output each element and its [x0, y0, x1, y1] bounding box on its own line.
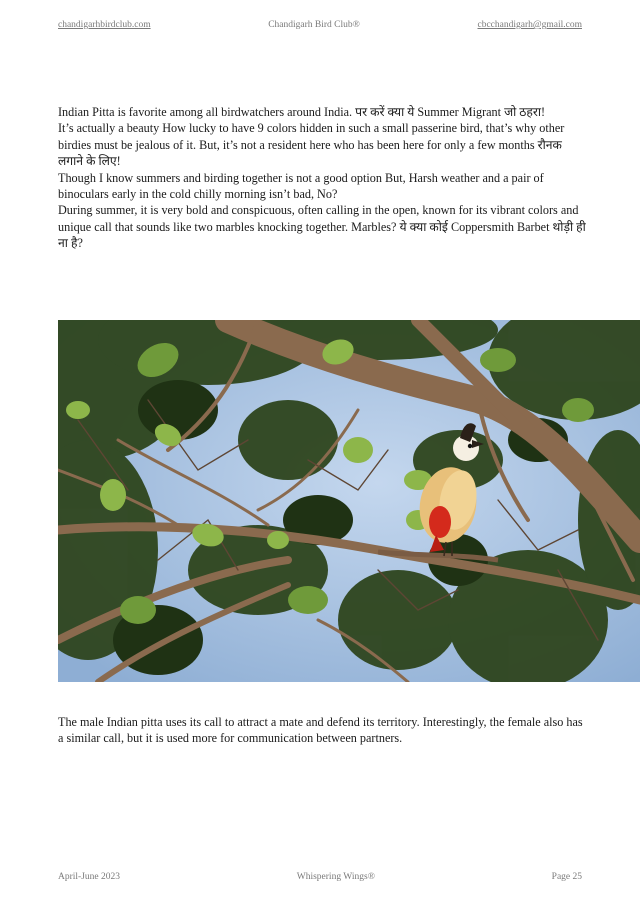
photo-caption [58, 714, 588, 747]
article-paragraph: It’s actually a beauty How lucky to have 9 colors hidden in such a small passerine bird, that’s why other birdies must be jealous of it. But, it’s not a resident here who has been here for only a few months रौनक लगाने के लिए! [58, 121, 565, 169]
article-body [58, 104, 588, 252]
website-link[interactable]: chandigarhbirdclub.com [58, 20, 151, 30]
magazine-title: Whispering Wings® [296, 872, 375, 882]
page-number: Page 25 [551, 872, 582, 882]
caption-text: The male Indian pitta uses its call to attract a mate and defend its territory. Interestingly, the female also has a similar call, but it is used more for communication between partners. [58, 715, 583, 746]
header-title: Chandigarh Bird Club® [268, 20, 360, 30]
issue-date: April-June 2023 [58, 872, 121, 882]
article-paragraph: Indian Pitta is favorite among all birdwatchers around India. पर करें क्या ये Summer Migrant जो ठहरा! [58, 105, 546, 119]
email-link[interactable]: cbcchandigarh@gmail.com [477, 20, 582, 30]
article-paragraph: Though I know summers and birding together is not a good option But, Harsh weather and a pair of binoculars early in the cold chilly morning isn’t bad, No? [58, 170, 544, 202]
page-footer [58, 872, 582, 882]
page-header [58, 20, 582, 30]
bird-photo-illustration [58, 320, 640, 682]
article-paragraph: During summer, it is very bold and conspicuous, often calling in the open, known for its vibrant colors and unique call that sounds like two marbles knocking together. Marbles? ये क्या कोई Coppersmith Barbet थोड़ी ही ना है? [58, 203, 586, 251]
bird-photo [58, 320, 640, 682]
